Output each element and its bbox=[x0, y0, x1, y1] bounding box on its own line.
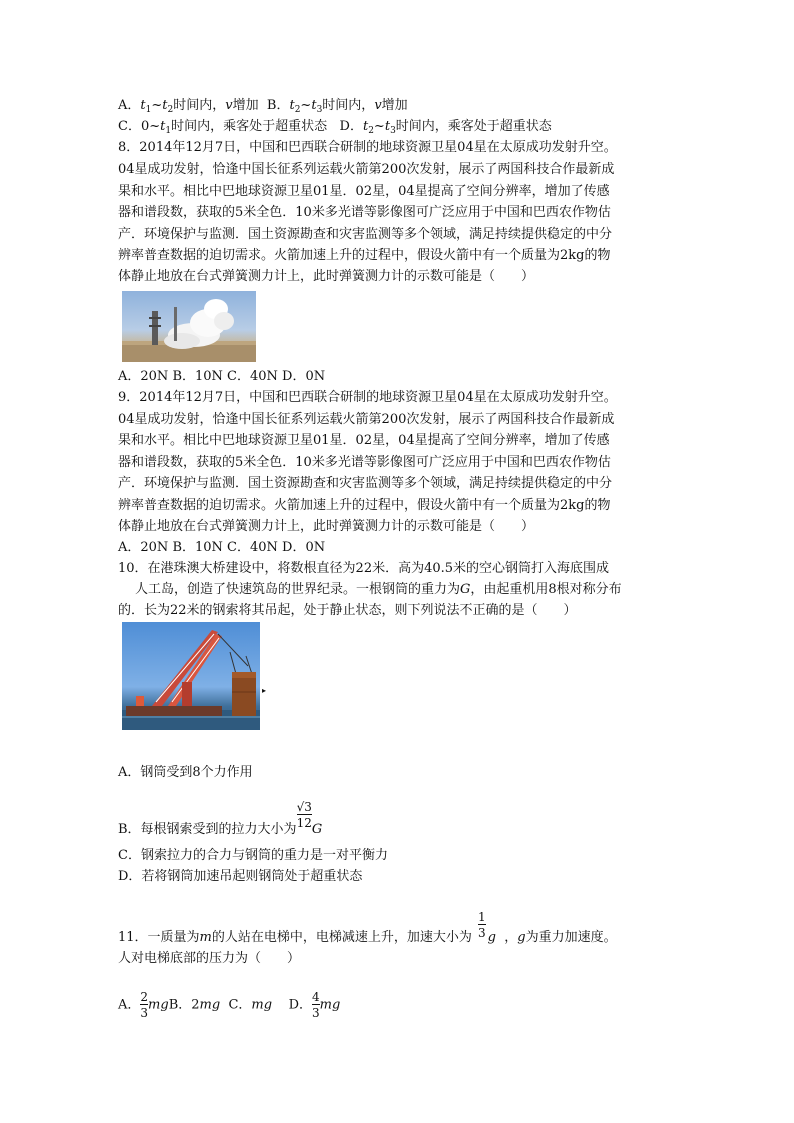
q11-option-c-label: C． bbox=[228, 997, 252, 1013]
q9-line: 体静止地放在台式弹簧测力计上，此时弹簧测力计的示数可能是（ ） bbox=[118, 519, 535, 534]
q10-line bbox=[135, 580, 622, 600]
symbol-t: t bbox=[289, 98, 295, 113]
q7-option-c-text: 时间内，乘客处于超重状态 bbox=[171, 119, 328, 134]
subscript: 1 bbox=[145, 105, 152, 115]
symbol-t: t bbox=[162, 98, 168, 113]
symbol-t: t bbox=[311, 98, 317, 113]
two-thirds-fraction bbox=[140, 990, 148, 1020]
fraction-denominator: 3 bbox=[140, 1006, 149, 1020]
q11-text: 11．一质量为 bbox=[118, 930, 200, 945]
q11-option-d-label: D． bbox=[288, 997, 313, 1013]
subscript: 2 bbox=[368, 126, 374, 136]
q7-option-a-text: 时间内， bbox=[173, 98, 226, 113]
q10-text: 人工岛，创造了快速筑岛的世界纪录。一根钢筒的重力为 bbox=[135, 582, 461, 597]
q10-line: 的．长为22米的钢索将其吊起，处于静止状态，则下列说法不正确的是（ ） bbox=[118, 603, 577, 618]
q7-option-a-label: A． bbox=[118, 98, 141, 113]
one-third-fraction bbox=[478, 910, 486, 940]
symbol-m: m bbox=[199, 930, 212, 945]
q7-option-b-text: 时间内， bbox=[322, 98, 375, 113]
fraction-numerator: 1 bbox=[478, 910, 486, 924]
q7-option-d-text: 时间内，乘客处于超重状态 bbox=[395, 119, 552, 134]
symbol-t: t bbox=[384, 119, 391, 134]
q8-line: 果和水平。相比中巴地球资源卫星01星．02星，04星提高了空间分辨率，增加了传感 bbox=[118, 184, 610, 199]
q11-text: 的人站在电梯中，电梯减速上升，加速大小为 bbox=[211, 930, 472, 945]
q7-option-row-ab: A．$t_1\sim t_2$时间内，v增加 B．$t_2\sim t_3$时间内，v增加 bbox=[118, 98, 408, 115]
crane-steel-cylinder-photo bbox=[122, 622, 260, 730]
symbol-v: v bbox=[225, 98, 233, 113]
fraction-denominator: 3 bbox=[478, 926, 486, 940]
symbol-t: t bbox=[362, 119, 369, 134]
q11-text: ， bbox=[504, 930, 518, 945]
q11-option-a-label: A． bbox=[118, 997, 141, 1013]
subscript: 3 bbox=[390, 126, 396, 136]
q10-option-b bbox=[118, 800, 322, 840]
symbol-t: t bbox=[140, 98, 146, 113]
q11-options bbox=[118, 990, 340, 1020]
symbol-mg: mg bbox=[199, 997, 221, 1013]
q10-option-b-text: B．每根钢索受到的拉力大小为 bbox=[118, 822, 297, 837]
symbol-g: G bbox=[460, 582, 471, 597]
q7-option-row-cd: C．$0\sim t_1$时间内，乘客处于超重状态 D．$t_2\sim t_3$时间内，乘客处于超重状态 bbox=[118, 119, 552, 136]
symbol-g: G bbox=[311, 822, 323, 837]
q10-text: ，由起重机用8根对称分布 bbox=[470, 582, 622, 597]
subscript: 1 bbox=[165, 126, 172, 136]
fraction-numerator: √3 bbox=[296, 800, 312, 814]
q11-text: 为重力加速度。 bbox=[525, 930, 617, 945]
symbol-g: g bbox=[517, 930, 526, 945]
q11-line bbox=[118, 910, 617, 948]
crane-illustration bbox=[122, 622, 260, 730]
fraction-numerator: 4 bbox=[312, 990, 320, 1004]
q11-line: 人对电梯底部的压力为（ ） bbox=[118, 951, 301, 966]
q10-option-d: D．若将钢筒加速吊起则钢筒处于超重状态 bbox=[118, 869, 363, 884]
small-marker: ▸ bbox=[262, 686, 267, 695]
q7-option-d-label: D． bbox=[339, 119, 363, 134]
q7-option-a-end: 增加 bbox=[232, 98, 259, 113]
q9-line: 04星成功发射，恰逢中国长征系列运载火箭第200次发射，展示了两国科技合作最新成 bbox=[118, 412, 615, 427]
fraction-denominator: 12 bbox=[296, 816, 312, 830]
subscript: 3 bbox=[316, 105, 323, 115]
q8-line: 04星成功发射，恰逢中国长征系列运载火箭第200次发射，展示了两国科技合作最新成 bbox=[118, 162, 615, 177]
q8-line: 产．环境保护与监测．国土资源勘查和灾害监测等多个领域，满足持续提供稳定的中分 bbox=[118, 227, 613, 242]
q9-options: A．20N B．10N C．40N D．0N bbox=[118, 540, 326, 555]
symbol-mg: mg bbox=[251, 997, 273, 1013]
q7-option-b-end: 增加 bbox=[381, 98, 408, 113]
q8-options: A．20N B．10N C．40N D．0N bbox=[118, 369, 326, 384]
rocket-launch-photo bbox=[122, 291, 256, 362]
q10-line: 10．在港珠澳大桥建设中，将数根直径为22米．高为40.5米的空心钢筒打入海底围成 bbox=[118, 561, 610, 576]
q9-line: 辨率普查数据的迫切需求。火箭加速上升的过程中，假设火箭中有一个质量为2kg的物 bbox=[118, 498, 611, 513]
symbol-mg: mg bbox=[319, 997, 341, 1013]
q7-option-c-label: C．0~ bbox=[118, 119, 161, 134]
q11-option-b-label: B．2 bbox=[168, 997, 200, 1013]
q10-option-c: C．钢索拉力的合力与钢筒的重力是一对平衡力 bbox=[118, 848, 388, 863]
q8-line: 器和谱段数，获取的5米全色．10米多光谱等影像图可广泛应用于中国和巴西农作物估 bbox=[118, 205, 611, 220]
q10-option-a: A．钢筒受到8个力作用 bbox=[118, 765, 253, 780]
symbol-mg: mg bbox=[148, 997, 169, 1013]
symbol-g: g bbox=[487, 930, 496, 945]
q8-line: 辨率普查数据的迫切需求。火箭加速上升的过程中，假设火箭中有一个质量为2kg的物 bbox=[118, 248, 611, 263]
q9-line: 9．2014年12月7日，中国和巴西联合研制的地球资源卫星04星在太原成功发射升空。 bbox=[118, 390, 617, 405]
subscript: 2 bbox=[294, 105, 301, 115]
symbol-v: v bbox=[374, 98, 382, 113]
rocket-launch-illustration bbox=[122, 291, 256, 362]
q8-line: 8．2014年12月7日，中国和巴西联合研制的地球资源卫星04星在太原成功发射升空。 bbox=[118, 140, 617, 155]
q9-line: 产．环境保护与监测．国土资源勘查和灾害监测等多个领域，满足持续提供稳定的中分 bbox=[118, 476, 613, 491]
q7-option-b-label: B． bbox=[266, 98, 290, 113]
fraction-numerator: 2 bbox=[140, 990, 149, 1004]
subscript: 2 bbox=[167, 105, 174, 115]
sqrt3-over-12-fraction bbox=[297, 800, 312, 830]
fraction-denominator: 3 bbox=[312, 1006, 320, 1020]
q9-line: 器和谱段数，获取的5米全色．10米多光谱等影像图可广泛应用于中国和巴西农作物估 bbox=[118, 455, 611, 470]
symbol-t: t bbox=[160, 119, 166, 134]
q9-line: 果和水平。相比中巴地球资源卫星01星．02星，04星提高了空间分辨率，增加了传感 bbox=[118, 433, 610, 448]
q8-line: 体静止地放在台式弹簧测力计上，此时弹簧测力计的示数可能是（ ） bbox=[118, 269, 535, 284]
four-thirds-fraction bbox=[312, 990, 320, 1020]
